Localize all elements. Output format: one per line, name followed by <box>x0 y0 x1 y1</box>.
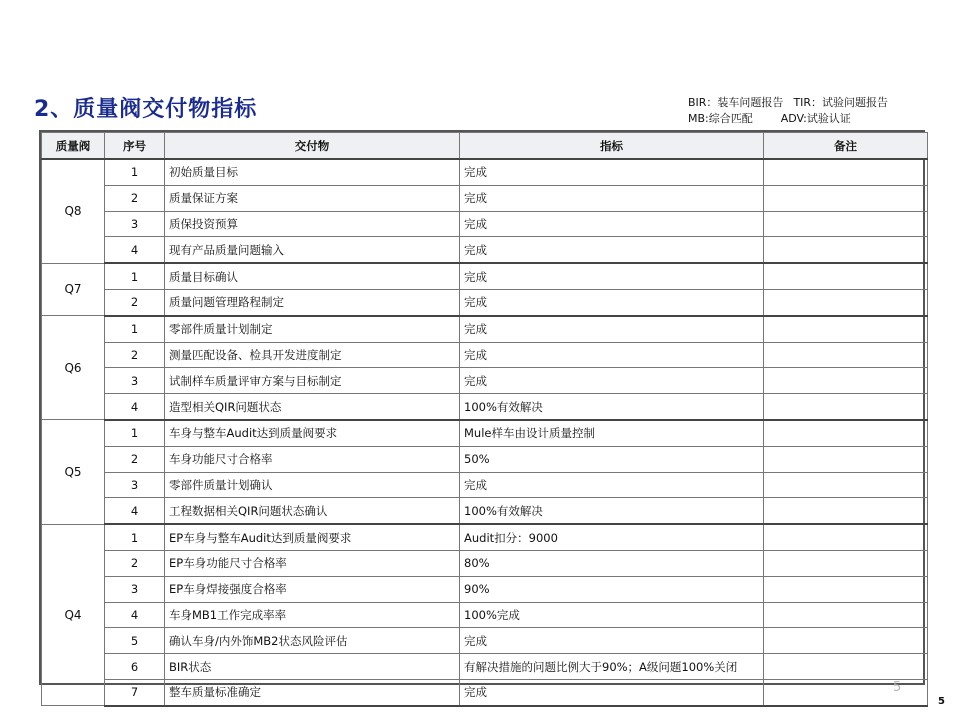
remark-cell <box>764 446 928 472</box>
indicator-cell: 完成 <box>460 185 764 211</box>
quality-gate-cell: Q5 <box>42 420 105 524</box>
remark-cell <box>764 289 928 315</box>
no-cell: 4 <box>105 602 165 628</box>
indicator-cell: 完成 <box>460 316 764 342</box>
remark-cell <box>764 342 928 368</box>
table-row <box>42 263 928 289</box>
header-remark: 备注 <box>764 133 928 160</box>
table-row <box>42 420 928 446</box>
quality-gate-cell: Q4 <box>42 524 105 706</box>
quality-gate-cell: Q6 <box>42 316 105 420</box>
remark-cell <box>764 185 928 211</box>
indicator-cell: 100%有效解决 <box>460 394 764 420</box>
no-cell: 3 <box>105 368 165 394</box>
deliverable-cell: BIR状态 <box>165 654 460 680</box>
remark-cell <box>764 316 928 342</box>
remark-cell <box>764 237 928 263</box>
quality-gate-cell: Q8 <box>42 159 105 263</box>
deliverables-table-frame <box>39 130 925 700</box>
table-row <box>42 550 928 576</box>
indicator-cell: 80% <box>460 550 764 576</box>
deliverable-cell: 车身MB1工作完成率率 <box>165 602 460 628</box>
remark-cell <box>764 550 928 576</box>
remark-cell <box>764 576 928 602</box>
remark-cell <box>764 524 928 550</box>
abbreviation-legend <box>688 95 888 127</box>
deliverables-table <box>41 132 928 707</box>
deliverable-cell: EP车身焊接强度合格率 <box>165 576 460 602</box>
table-body <box>42 159 928 706</box>
deliverable-cell: 整车质量标准确定 <box>165 679 460 705</box>
remark-cell <box>764 628 928 654</box>
no-cell: 5 <box>105 628 165 654</box>
deliverable-cell: 零部件质量计划确认 <box>165 472 460 498</box>
remark-cell <box>764 420 928 446</box>
table-row <box>42 472 928 498</box>
table-row <box>42 498 928 524</box>
deliverable-cell: EP车身功能尺寸合格率 <box>165 550 460 576</box>
no-cell: 2 <box>105 446 165 472</box>
legend-tir: TIR：试验问题报告 <box>793 96 889 109</box>
legend-mb: MB:综合匹配 <box>688 112 753 125</box>
legend-bir: BIR：装车问题报告 <box>688 96 784 109</box>
no-cell: 6 <box>105 654 165 680</box>
table-row <box>42 576 928 602</box>
deliverable-cell: 零部件质量计划制定 <box>165 316 460 342</box>
header-deliverable: 交付物 <box>165 133 460 160</box>
no-cell: 1 <box>105 420 165 446</box>
remark-cell <box>764 472 928 498</box>
no-cell: 4 <box>105 498 165 524</box>
no-cell: 4 <box>105 237 165 263</box>
page-number: 5 <box>938 696 945 707</box>
table-row <box>42 654 928 680</box>
indicator-cell: 90% <box>460 576 764 602</box>
header-no: 序号 <box>105 133 165 160</box>
remark-cell <box>764 679 928 705</box>
deliverable-cell: 质保投资预算 <box>165 211 460 237</box>
remark-cell <box>764 498 928 524</box>
remark-cell <box>764 394 928 420</box>
indicator-cell: 50% <box>460 446 764 472</box>
table-row <box>42 679 928 705</box>
no-cell: 2 <box>105 289 165 315</box>
table-row <box>42 159 928 185</box>
table-row <box>42 316 928 342</box>
table-row <box>42 368 928 394</box>
header-indicator: 指标 <box>460 133 764 160</box>
table-row <box>42 185 928 211</box>
table-row <box>42 237 928 263</box>
indicator-cell: 完成 <box>460 237 764 263</box>
legend-adv: ADV:试验认证 <box>780 112 851 125</box>
indicator-cell: 100%完成 <box>460 602 764 628</box>
indicator-cell: 完成 <box>460 289 764 315</box>
remark-cell <box>764 211 928 237</box>
deliverable-cell: 质量问题管理路程制定 <box>165 289 460 315</box>
no-cell: 2 <box>105 550 165 576</box>
table-row <box>42 342 928 368</box>
indicator-cell: Audit扣分：9000 <box>460 524 764 550</box>
indicator-cell: 有解决措施的问题比例大于90%；A级问题100%关闭 <box>460 654 764 680</box>
indicator-cell: 完成 <box>460 368 764 394</box>
quality-gate-cell: Q7 <box>42 263 105 316</box>
table-header-row <box>42 133 928 160</box>
deliverable-cell: 车身功能尺寸合格率 <box>165 446 460 472</box>
table-row <box>42 602 928 628</box>
table-row <box>42 628 928 654</box>
remark-cell <box>764 263 928 289</box>
no-cell: 3 <box>105 211 165 237</box>
table-row <box>42 289 928 315</box>
indicator-cell: 完成 <box>460 342 764 368</box>
no-cell: 1 <box>105 524 165 550</box>
indicator-cell: 完成 <box>460 628 764 654</box>
remark-cell <box>764 602 928 628</box>
indicator-cell: 完成 <box>460 159 764 185</box>
deliverable-cell: 车身与整车Audit达到质量阀要求 <box>165 420 460 446</box>
remark-cell <box>764 654 928 680</box>
indicator-cell: 完成 <box>460 472 764 498</box>
indicator-cell: 100%有效解决 <box>460 498 764 524</box>
deliverable-cell: 质量保证方案 <box>165 185 460 211</box>
no-cell: 4 <box>105 394 165 420</box>
table-row <box>42 524 928 550</box>
no-cell: 2 <box>105 342 165 368</box>
no-cell: 3 <box>105 576 165 602</box>
page-title: 2、质量阀交付物指标 <box>34 97 258 122</box>
deliverable-cell: 现有产品质量问题输入 <box>165 237 460 263</box>
deliverable-cell: 工程数据相关QIR问题状态确认 <box>165 498 460 524</box>
no-cell: 2 <box>105 185 165 211</box>
deliverable-cell: 试制样车质量评审方案与目标制定 <box>165 368 460 394</box>
deliverable-cell: 造型相关QIR问题状态 <box>165 394 460 420</box>
no-cell: 1 <box>105 159 165 185</box>
deliverable-cell: EP车身与整车Audit达到质量阀要求 <box>165 524 460 550</box>
no-cell: 3 <box>105 472 165 498</box>
indicator-cell: 完成 <box>460 679 764 705</box>
table-row <box>42 211 928 237</box>
table-row <box>42 394 928 420</box>
indicator-cell: Mule样车由设计质量控制 <box>460 420 764 446</box>
no-cell: 1 <box>105 263 165 289</box>
remark-cell <box>764 368 928 394</box>
deliverable-cell: 确认车身/内外饰MB2状态风险评估 <box>165 628 460 654</box>
deliverable-cell: 测量匹配设备、检具开发进度制定 <box>165 342 460 368</box>
remark-cell <box>764 159 928 185</box>
ghost-page-number: 5 <box>893 680 902 695</box>
no-cell: 7 <box>105 679 165 705</box>
indicator-cell: 完成 <box>460 211 764 237</box>
no-cell: 1 <box>105 316 165 342</box>
table-row <box>42 446 928 472</box>
deliverable-cell: 初始质量目标 <box>165 159 460 185</box>
header-gate: 质量阀 <box>42 133 105 160</box>
indicator-cell: 完成 <box>460 263 764 289</box>
deliverable-cell: 质量目标确认 <box>165 263 460 289</box>
